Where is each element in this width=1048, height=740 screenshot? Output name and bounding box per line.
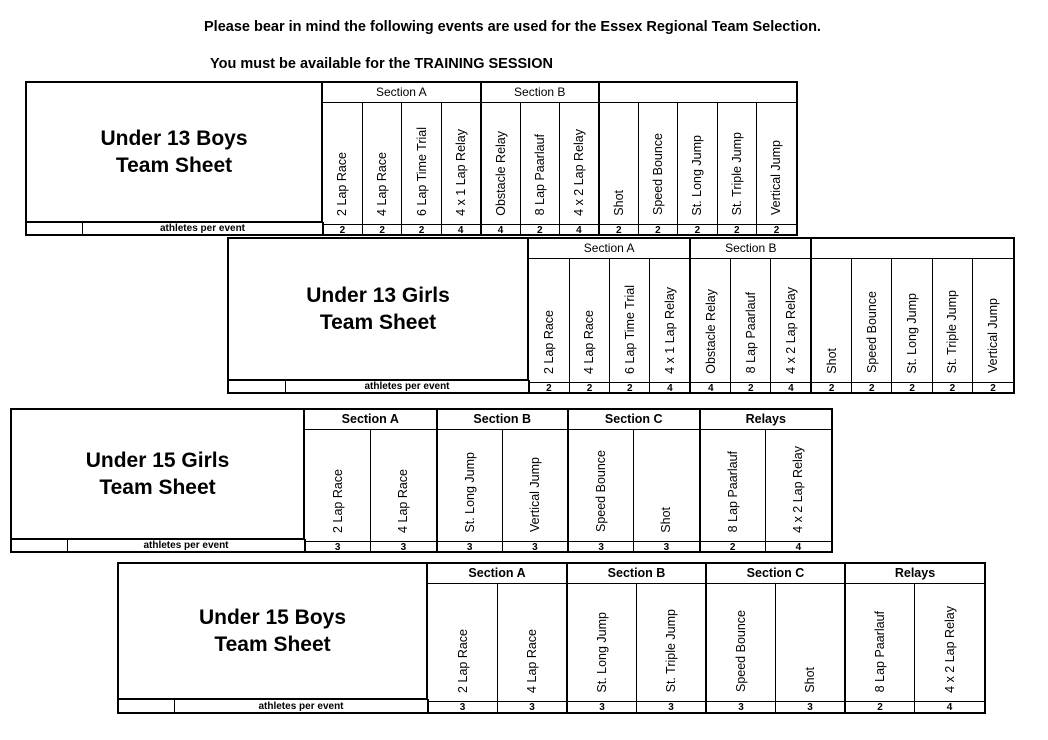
event-name-row	[529, 258, 1013, 382]
event-cell	[520, 102, 559, 224]
athletes-count-8-lap-paarlauf: 2	[731, 382, 771, 394]
section-header-unlabelled	[811, 239, 1013, 258]
event-cell	[765, 429, 831, 541]
event-cell	[650, 258, 690, 382]
athletes-count-4-lap-race: 3	[371, 541, 437, 553]
event-name-4-x-2-lap-relay: 4 x 2 Lap Relay	[571, 128, 586, 216]
athletes-count-4-x-2-lap-relay: 4	[771, 382, 811, 394]
athletes-row-blank-cell	[119, 700, 175, 712]
event-cell	[678, 102, 717, 224]
athletes-count-2-lap-race: 3	[305, 541, 371, 553]
athletes-count-vertical-jump: 2	[756, 224, 796, 236]
event-name-4-lap-race: 4 Lap Race	[582, 309, 597, 374]
event-name-shot: Shot	[803, 666, 817, 693]
event-name-4-lap-race: 4 Lap Race	[525, 628, 539, 693]
event-name-8-lap-paarlauf: 8 Lap Paarlauf	[725, 451, 740, 533]
event-name-shot: Shot	[611, 189, 626, 216]
section-header-row	[305, 410, 831, 429]
events-grid	[428, 562, 986, 714]
events-table	[428, 564, 984, 714]
event-cell	[481, 102, 520, 224]
event-cell	[441, 102, 480, 224]
athletes-count-8-lap-paarlauf: 2	[700, 541, 766, 553]
event-name-row	[323, 102, 796, 224]
athletes-count-4-x-1-lap-relay: 4	[441, 224, 480, 236]
athletes-count-4-x-2-lap-relay: 4	[559, 224, 598, 236]
section-header-row	[529, 239, 1013, 258]
event-name-6-lap-time-trial: 6 Lap Time Trial	[414, 126, 429, 216]
event-name-2-lap-race: 2 Lap Race	[335, 151, 350, 216]
event-cell	[498, 583, 568, 701]
event-name-8-lap-paarlauf: 8 Lap Paarlauf	[873, 611, 887, 693]
athletes-count-st-triple-jump: 2	[932, 382, 972, 394]
athletes-per-event-row	[117, 699, 429, 714]
sheet-title	[10, 408, 305, 540]
event-name-4-x-1-lap-relay: 4 x 1 Lap Relay	[453, 128, 468, 216]
event-name-vertical-jump: Vertical Jump	[769, 140, 784, 216]
event-cell	[776, 583, 846, 701]
athletes-count-obstacle-relay: 4	[481, 224, 520, 236]
event-cell	[599, 102, 638, 224]
athletes-count-speed-bounce: 3	[568, 541, 634, 553]
sheet-title-text	[199, 604, 346, 659]
event-name-2-lap-race: 2 Lap Race	[455, 628, 470, 693]
sheet-title-line: Team Sheet	[319, 311, 437, 334]
event-name-2-lap-race: 2 Lap Race	[541, 309, 556, 374]
event-cell	[610, 258, 650, 382]
event-count-row	[428, 701, 984, 714]
section-header-section-b: Section B	[567, 564, 706, 583]
event-name-4-x-1-lap-relay: 4 x 1 Lap Relay	[662, 286, 677, 374]
athletes-count-shot: 3	[776, 701, 846, 714]
event-cell	[559, 102, 598, 224]
notice-line-2: You must be available for the TRAINING SESSION	[210, 56, 553, 72]
event-cell	[634, 429, 700, 541]
event-name-speed-bounce: Speed Bounce	[734, 610, 748, 693]
section-header-section-c: Section C	[568, 410, 700, 429]
event-name-row	[428, 583, 984, 701]
sheet-title-text	[86, 447, 230, 502]
events-grid	[323, 81, 798, 236]
event-name-row	[305, 429, 831, 541]
event-name-st-triple-jump: St. Triple Jump	[729, 132, 744, 216]
event-name-4-x-2-lap-relay: 4 x 2 Lap Relay	[942, 605, 957, 693]
event-count-row	[305, 541, 831, 553]
event-name-vertical-jump: Vertical Jump	[986, 298, 1001, 374]
event-name-st-long-jump: St. Long Jump	[462, 451, 477, 533]
event-cell	[371, 429, 437, 541]
event-cell	[706, 583, 776, 701]
event-cell	[845, 583, 915, 701]
event-cell	[892, 258, 932, 382]
sheet-title	[25, 81, 323, 223]
athletes-count-4-lap-race: 2	[362, 224, 401, 236]
event-count-row	[529, 382, 1013, 394]
athletes-count-4-x-1-lap-relay: 4	[650, 382, 690, 394]
event-cell	[529, 258, 569, 382]
event-cell	[637, 583, 707, 701]
event-cell	[756, 102, 796, 224]
athletes-count-st-long-jump: 2	[892, 382, 932, 394]
section-header-section-a: Section A	[323, 83, 481, 102]
event-name-4-x-2-lap-relay: 4 x 2 Lap Relay	[783, 286, 798, 374]
event-cell	[717, 102, 756, 224]
athletes-per-event-label: athletes per event	[364, 381, 450, 392]
section-header-section-a: Section A	[428, 564, 567, 583]
event-name-8-lap-paarlauf: 8 Lap Paarlauf	[532, 134, 547, 216]
event-name-st-triple-jump: St. Triple Jump	[664, 609, 678, 693]
event-cell	[700, 429, 766, 541]
athletes-per-event-row	[25, 222, 324, 236]
event-name-obstacle-relay: Obstacle Relay	[703, 288, 718, 374]
event-cell	[428, 583, 498, 701]
team-sheet-under-15-boys	[117, 562, 986, 714]
event-cell	[305, 429, 371, 541]
event-cell	[502, 429, 568, 541]
event-cell	[771, 258, 811, 382]
athletes-count-2-lap-race: 2	[529, 382, 569, 394]
event-cell	[852, 258, 892, 382]
sheet-title-line: Under 15 Girls	[85, 448, 230, 472]
event-name-4-lap-race: 4 Lap Race	[396, 468, 411, 533]
event-name-shot: Shot	[824, 347, 839, 374]
event-count-row	[323, 224, 796, 236]
team-sheet-under-15-girls	[10, 408, 833, 553]
event-name-vertical-jump: Vertical Jump	[527, 457, 542, 533]
athletes-count-8-lap-paarlauf: 2	[520, 224, 559, 236]
sheet-title-line: Under 13 Boys	[100, 126, 248, 150]
athletes-per-event-label: athletes per event	[258, 700, 344, 712]
section-header-row	[323, 83, 796, 102]
sheet-title-line: Team Sheet	[99, 476, 216, 499]
sheet-title	[227, 237, 529, 381]
event-name-2-lap-race: 2 Lap Race	[330, 468, 345, 533]
athletes-count-4-lap-race: 2	[569, 382, 609, 394]
sheet-title-line: Under 15 Boys	[198, 605, 347, 629]
team-sheet-under-13-boys	[25, 81, 798, 236]
section-header-row	[428, 564, 984, 583]
event-name-8-lap-paarlauf: 8 Lap Paarlauf	[743, 292, 758, 374]
sheet-title-line: Team Sheet	[214, 633, 331, 656]
events-table	[305, 410, 831, 553]
event-name-4-lap-race: 4 Lap Race	[375, 151, 390, 216]
event-name-4-x-2-lap-relay: 4 x 2 Lap Relay	[791, 445, 806, 533]
athletes-count-4-x-2-lap-relay: 4	[765, 541, 831, 553]
athletes-row-blank-cell	[12, 540, 68, 551]
event-cell	[932, 258, 972, 382]
section-header-section-a: Section A	[529, 239, 690, 258]
event-cell	[915, 583, 985, 701]
athletes-count-6-lap-time-trial: 2	[610, 382, 650, 394]
section-header-section-a: Section A	[305, 410, 437, 429]
sheet-title-line: Team Sheet	[115, 154, 233, 177]
event-name-speed-bounce: Speed Bounce	[594, 450, 609, 533]
event-cell	[731, 258, 771, 382]
athletes-count-speed-bounce: 3	[706, 701, 776, 714]
event-cell	[437, 429, 503, 541]
event-cell	[690, 258, 730, 382]
athletes-row-blank-cell	[27, 223, 83, 234]
athletes-count-st-triple-jump: 2	[717, 224, 756, 236]
event-name-st-triple-jump: St. Triple Jump	[945, 290, 960, 374]
sheet-title-line: Under 13 Girls	[306, 283, 450, 307]
section-header-section-b: Section B	[690, 239, 811, 258]
athletes-count-obstacle-relay: 4	[690, 382, 730, 394]
athletes-count-shot: 2	[811, 382, 851, 394]
athletes-count-2-lap-race: 3	[428, 701, 498, 714]
athletes-per-event-label: athletes per event	[143, 540, 229, 551]
event-name-st-long-jump: St. Long Jump	[905, 292, 920, 374]
sheet-title-text	[100, 125, 247, 180]
section-header-relays: Relays	[700, 410, 832, 429]
athletes-count-4-lap-race: 3	[498, 701, 568, 714]
section-header-unlabelled	[599, 83, 796, 102]
event-name-st-long-jump: St. Long Jump	[595, 611, 609, 693]
athletes-count-speed-bounce: 2	[852, 382, 892, 394]
athletes-count-st-long-jump: 3	[567, 701, 637, 714]
events-table	[323, 83, 796, 236]
event-name-shot: Shot	[659, 506, 674, 533]
events-grid	[305, 408, 833, 553]
event-cell	[811, 258, 851, 382]
event-cell	[973, 258, 1013, 382]
event-cell	[567, 583, 637, 701]
events-grid	[529, 237, 1015, 394]
team-sheet-under-13-girls	[227, 237, 1015, 394]
event-name-speed-bounce: Speed Bounce	[864, 291, 879, 374]
event-cell	[402, 102, 441, 224]
section-header-section-b: Section B	[481, 83, 599, 102]
athletes-count-speed-bounce: 2	[638, 224, 677, 236]
event-name-st-long-jump: St. Long Jump	[690, 134, 705, 216]
athletes-count-8-lap-paarlauf: 2	[845, 701, 915, 714]
event-cell	[362, 102, 401, 224]
athletes-count-shot: 3	[634, 541, 700, 553]
athletes-per-event-row	[10, 539, 306, 553]
event-cell	[323, 102, 362, 224]
athletes-count-6-lap-time-trial: 2	[402, 224, 441, 236]
athletes-per-event-label: athletes per event	[159, 223, 246, 234]
sheet-title	[117, 562, 428, 700]
athletes-count-vertical-jump: 2	[973, 382, 1013, 394]
event-name-speed-bounce: Speed Bounce	[650, 133, 665, 216]
section-header-relays: Relays	[845, 564, 984, 583]
athletes-row-blank-cell	[229, 381, 286, 392]
athletes-per-event-row	[227, 380, 530, 394]
athletes-count-vertical-jump: 3	[502, 541, 568, 553]
athletes-count-shot: 2	[599, 224, 638, 236]
event-cell	[568, 429, 634, 541]
athletes-count-st-long-jump: 3	[437, 541, 503, 553]
section-header-section-b: Section B	[437, 410, 569, 429]
section-header-section-c: Section C	[706, 564, 845, 583]
event-cell	[638, 102, 677, 224]
event-name-6-lap-time-trial: 6 Lap Time Trial	[622, 284, 637, 374]
athletes-count-4-x-2-lap-relay: 4	[915, 701, 985, 714]
events-table	[529, 239, 1013, 394]
athletes-count-st-long-jump: 2	[678, 224, 717, 236]
event-cell	[569, 258, 609, 382]
athletes-count-2-lap-race: 2	[323, 224, 362, 236]
sheet-title-text	[306, 282, 450, 337]
athletes-count-st-triple-jump: 3	[637, 701, 707, 714]
notice-line-1: Please bear in mind the following events are used for the Essex Regional Team Selection.	[204, 19, 821, 35]
event-name-obstacle-relay: Obstacle Relay	[493, 130, 508, 216]
